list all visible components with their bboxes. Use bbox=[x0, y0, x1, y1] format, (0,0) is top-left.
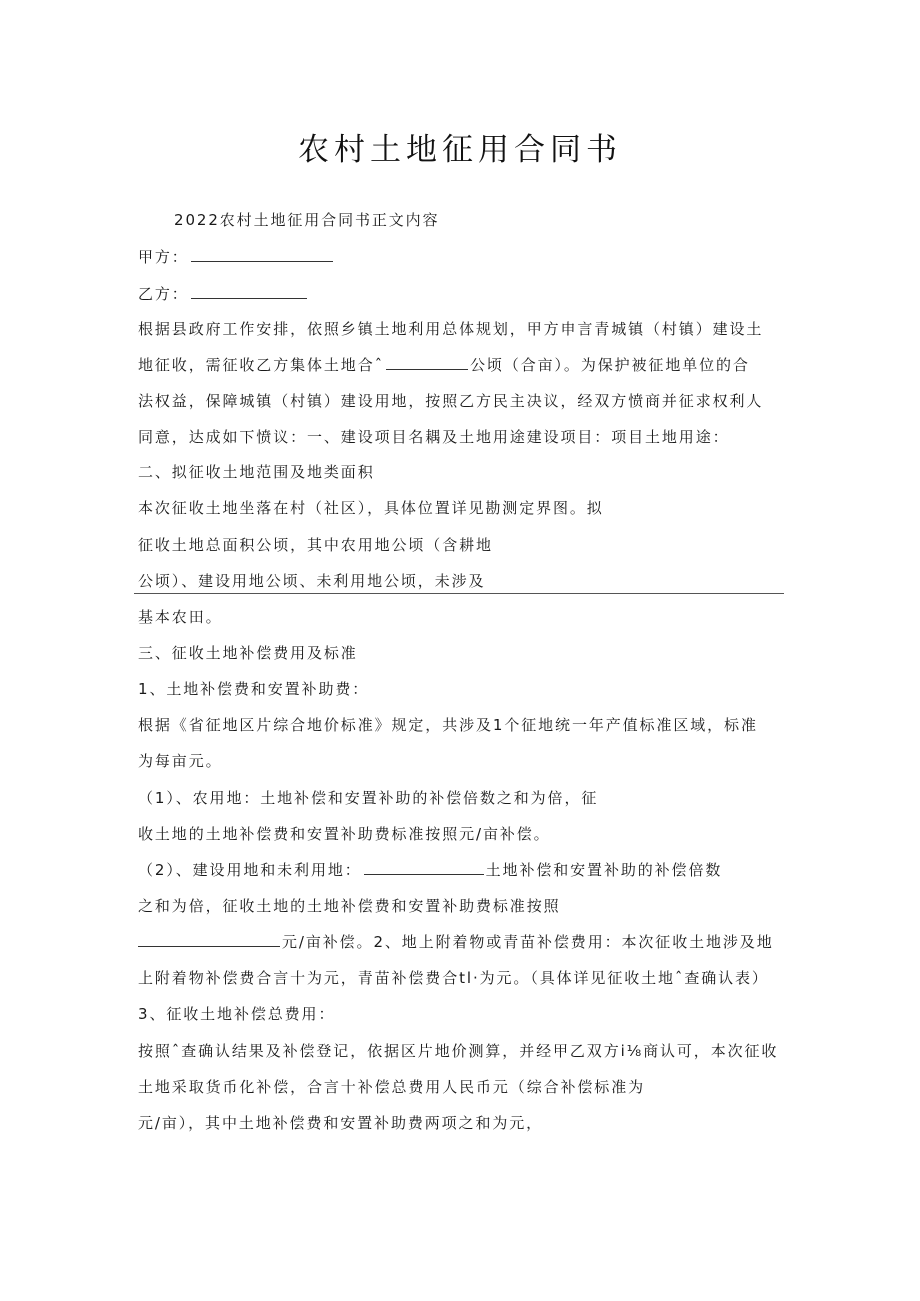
area-blank bbox=[386, 355, 468, 370]
party-a-line bbox=[138, 247, 335, 267]
land-blank bbox=[364, 860, 484, 875]
paragraph-line: 上附着物补偿费合言十为元，青苗补偿费合tl·为元。（具体详见征收土地ˆ查确认表） bbox=[138, 969, 769, 987]
paragraph-line: 同意，达成如下愤议：一、建设项目名耦及土地用途建设项目：项目土地用途： bbox=[138, 428, 730, 446]
paragraph-line: 根据县政府工作安排，依照乡镇土地利用总体规划，甲方申言青城镇（村镇）建设土 bbox=[138, 320, 764, 338]
paragraph-line: 公顷）、建设用地公顷、未利用地公顷，未涉及 bbox=[138, 572, 486, 590]
paragraph-line bbox=[138, 860, 722, 880]
paragraph-line: 征收土地总面积公顷，其中农用地公顷（含耕地 bbox=[138, 536, 493, 554]
document-title: 农村土地征用合同书 bbox=[298, 132, 622, 168]
text-span: 元/亩补偿。2、地上附着物或青苗补偿费用：本次征收土地涉及地 bbox=[282, 933, 774, 951]
paragraph-line: 法权益，保障城镇（村镇）建设用地，按照乙方民主决议，经双方愤商并征求权利人 bbox=[138, 392, 764, 410]
text-span: （2）、建设用地和未利用地： bbox=[138, 861, 362, 879]
text-span: 土地补偿和安置补助的补偿倍数 bbox=[485, 861, 723, 879]
party-b-label: 乙方： bbox=[138, 285, 189, 303]
paragraph-line: 土地采取货币化补偿，合言十补偿总费用人民币元（综合补偿标准为 bbox=[138, 1078, 646, 1096]
paragraph-line bbox=[138, 355, 750, 375]
section-heading: 三、征收土地补偿费用及标准 bbox=[138, 644, 358, 662]
paragraph-line: 根据《省征地区片综合地价标准》规定，共涉及1个征地统一年产值标准区域，标准 bbox=[138, 716, 758, 734]
subsection-heading: 3、征收土地补偿总费用： bbox=[138, 1005, 336, 1023]
paragraph-line: 收土地的土地补偿费和安置补助费标准按照元/亩补偿。 bbox=[138, 825, 551, 843]
paragraph-line: 为每亩元。 bbox=[138, 752, 223, 770]
text-span: 地征收，需征收乙方集体土地合ˆ bbox=[138, 356, 385, 374]
paragraph-line bbox=[138, 932, 774, 952]
rate-blank bbox=[138, 932, 280, 947]
party-a-label: 甲方： bbox=[138, 248, 189, 266]
party-b-line bbox=[138, 284, 309, 304]
paragraph-line: 按照ˆ查确认结果及补偿登记，依据区片地价测算，并经甲乙双方i⅛商认可，本次征收 bbox=[138, 1042, 779, 1060]
section-heading: 二、拟征收土地范围及地类面积 bbox=[138, 463, 375, 481]
paragraph-line: 元/亩），其中土地补偿费和安置补助费两项之和为元， bbox=[138, 1114, 544, 1132]
paragraph-line: 之和为倍，征收土地的土地补偿费和安置补助费标准按照 bbox=[138, 897, 561, 915]
paragraph-line: 基本农田。 bbox=[138, 608, 223, 626]
document-subtitle: 2022农村土地征用合同书正文内容 bbox=[174, 211, 440, 229]
party-b-blank bbox=[191, 284, 307, 299]
paragraph-line: 本次征收土地坐落在村（社区），具体位置详见勘测定界图。拟 bbox=[138, 499, 604, 517]
party-a-blank bbox=[191, 247, 333, 262]
paragraph-line: （1）、农用地：土地补偿和安置补助的补偿倍数之和为倍，征 bbox=[138, 789, 599, 807]
subsection-heading: 1、土地补偿费和安置补助费： bbox=[138, 680, 370, 698]
divider-line bbox=[134, 593, 784, 594]
text-span: 公顷（合亩）。为保护被征地单位的合 bbox=[470, 356, 750, 374]
